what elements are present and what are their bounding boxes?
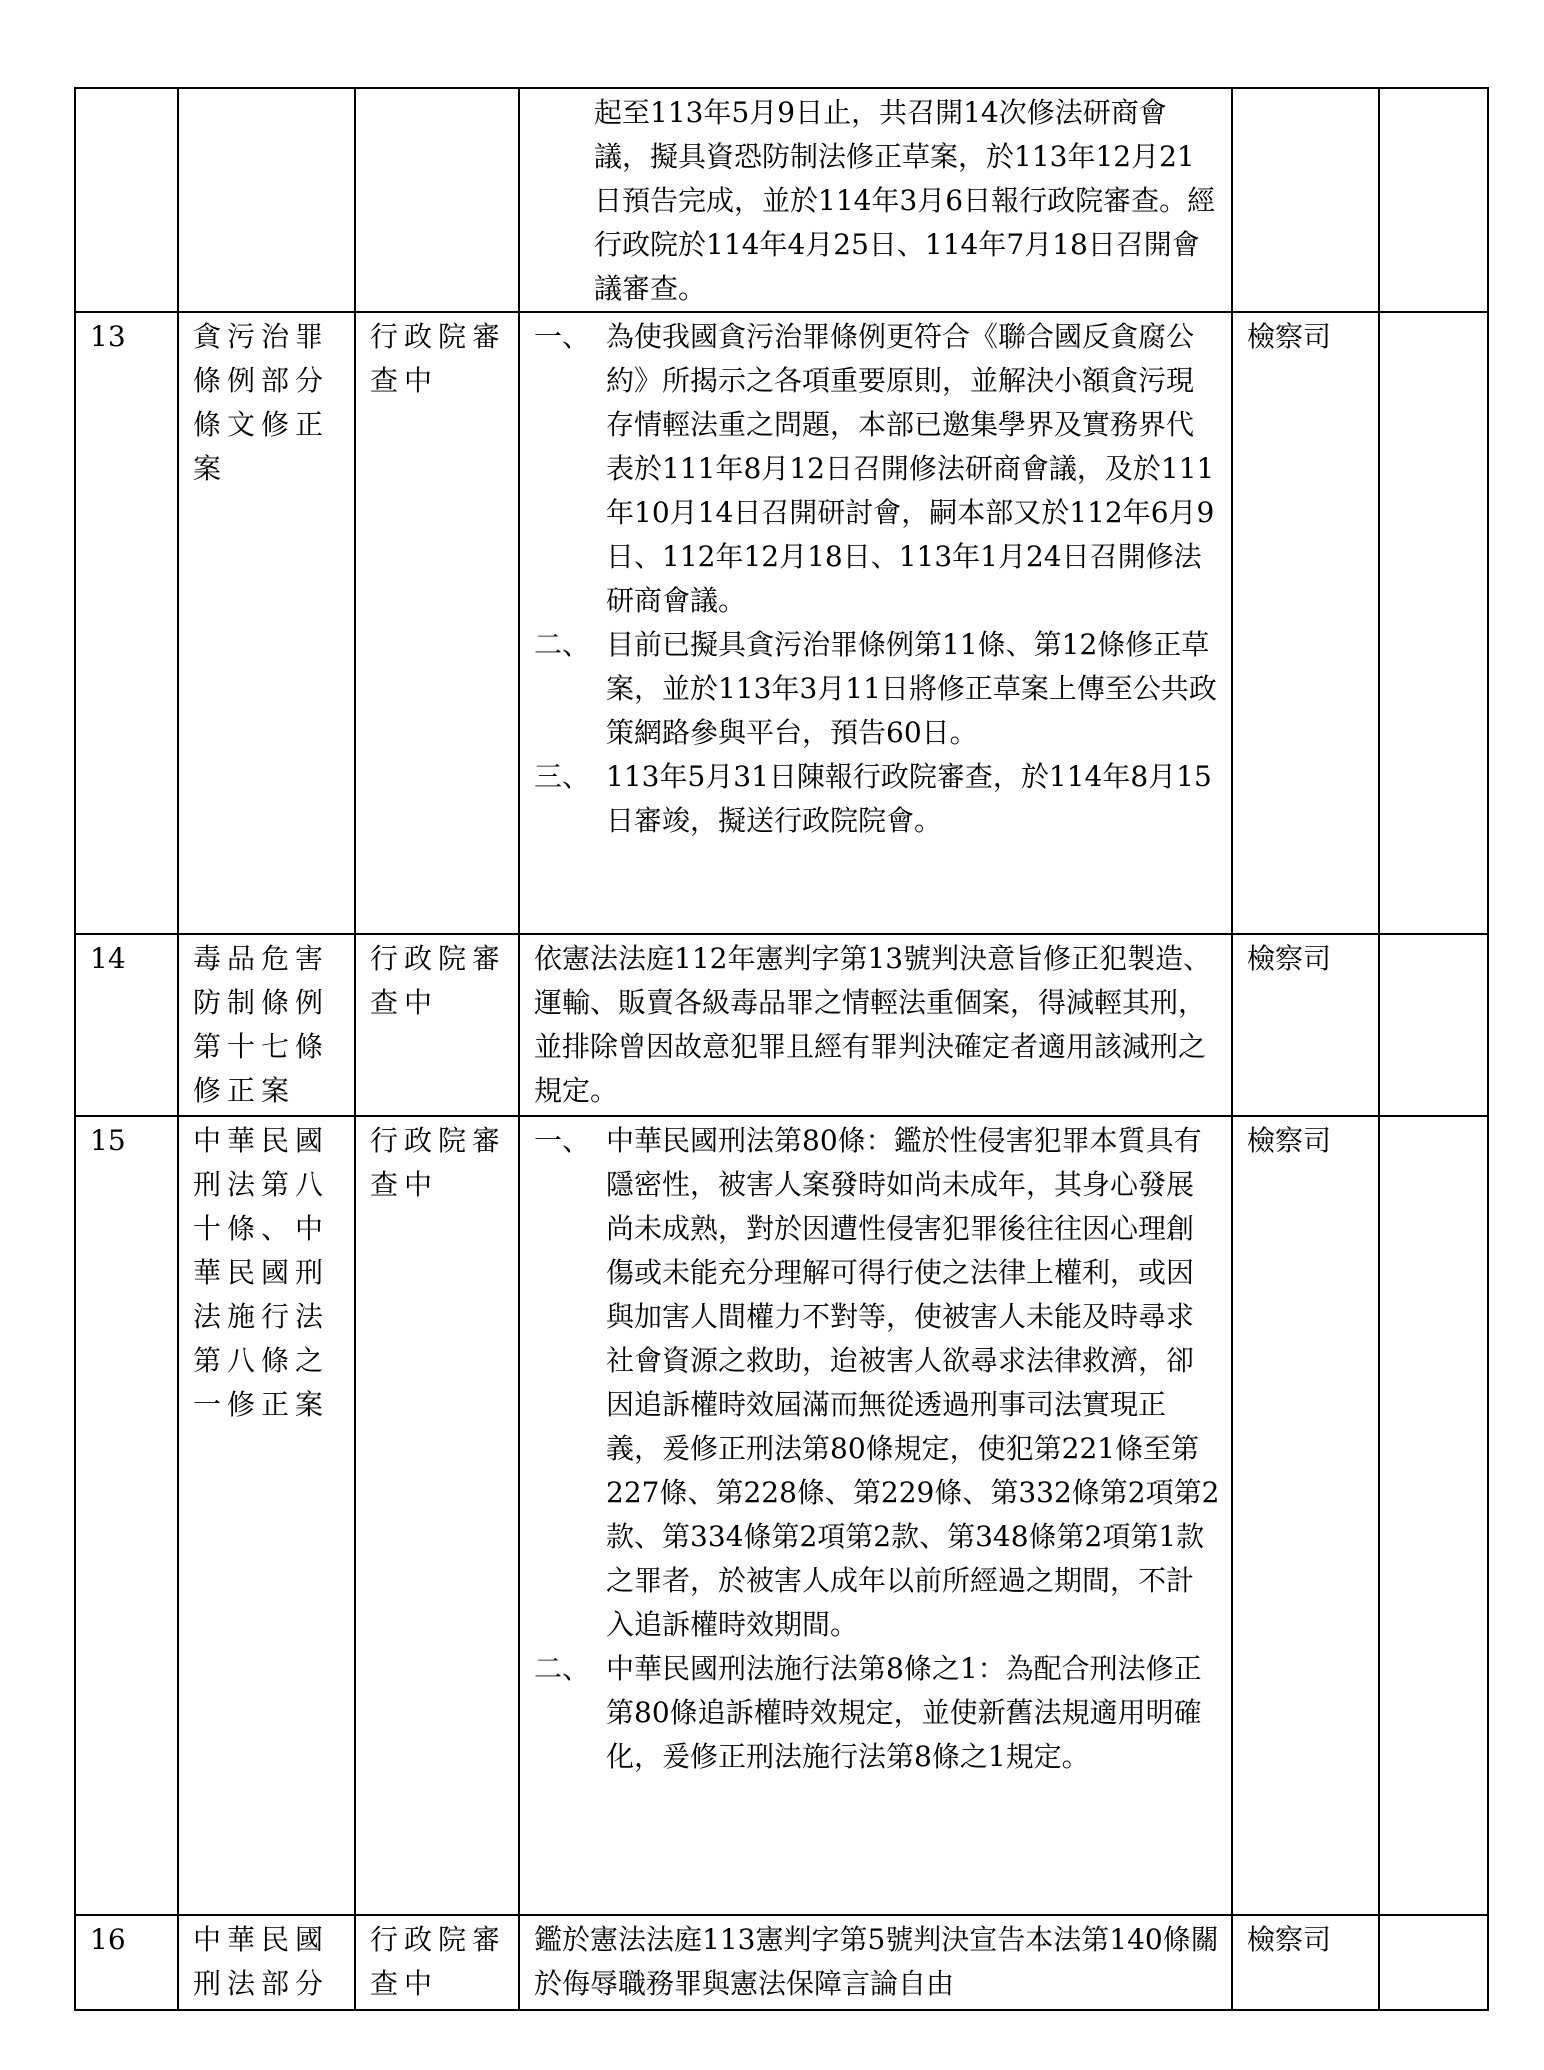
item-text: 中華民國刑法施行法第8條之1：為配合刑法修正第80條追訴權時效規定，並使新舊法規適用明確化，爰修正刑法施行法第8條之1規定。: [606, 1652, 1202, 1773]
bill-name: 毒品危害防制條例第十七條修正案: [178, 934, 355, 1116]
description-text: 鑑於憲法法庭113憲判字第5號判決宣告本法第140條關於侮辱職務罪與憲法保障言論自由: [534, 1923, 1219, 2000]
item-marker: 一、: [534, 320, 591, 353]
bill-description: [519, 312, 1232, 934]
item-text: 113年5月31日陳報行政院審查，於114年8月15日審竣，擬送行政院院會。: [606, 760, 1212, 837]
bill-description: [519, 88, 1232, 312]
remarks: [1379, 88, 1488, 312]
bill-description: [519, 1915, 1232, 2010]
item-marker: 二、: [534, 628, 591, 661]
responsible-unit: 檢察司: [1232, 312, 1379, 934]
description-item: [534, 315, 1221, 623]
item-number: 15: [75, 1116, 178, 1915]
bill-status: 行政院審查中: [355, 1116, 519, 1915]
item-text: 中華民國刑法第80條：鑑於性侵害犯罪本質具有隱密性，被害人案發時如尚未成年，其身心發展尚未成熟，對於因遭性侵害犯罪後往往因心理創傷或未能充分理解可得行使之法律上權利，或因與加害人間權力不對等，使被害人未能及時尋求社會資源之救助，迨被害人欲尋求法律救濟，卻因追訴權時效屆滿而無從透過刑事司法實現正義，爰修正刑法第80條規定，使犯第221條至第227條、第228條、第229條、第332條第2項第2款、第334條第2項第2款、第348條第2項第1款之罪者，於被害人成年以前所經過之期間，不計入追訴權時效期間。: [606, 1124, 1220, 1641]
item-number: 14: [75, 934, 178, 1116]
bill-description: [519, 1116, 1232, 1915]
bill-name: 中華民國刑法第八十條、中華民國刑法施行法第八條之一修正案: [178, 1116, 355, 1915]
bill-status: 行政院審查中: [355, 934, 519, 1116]
description-item: [534, 1119, 1221, 1647]
remarks: [1379, 312, 1488, 934]
bill-description: [519, 934, 1232, 1116]
item-text: 為使我國貪污治罪條例更符合《聯合國反貪腐公約》所揭示之各項重要原則，並解決小額貪污現存情輕法重之問題，本部已邀集學界及實務界代表於111年8月12日召開修法研商會議，及於111年10月14日召開研討會，嗣本部又於112年6月9日、112年12月18日、113年1月24日召開修法研商會議。: [606, 320, 1215, 617]
responsible-unit: [1232, 88, 1379, 312]
item-number: 13: [75, 312, 178, 934]
item-marker: 二、: [534, 1652, 591, 1685]
legislation-table: [74, 87, 1489, 2011]
item-text: 目前已擬具貪污治罪條例第11條、第12條修正草案，並於113年3月11日將修正草案上傳至公共政策網路參與平台，預告60日。: [606, 628, 1217, 749]
bill-name: [178, 88, 355, 312]
item-marker: 三、: [534, 760, 591, 793]
bill-name: 貪污治罪條例部分條文修正案: [178, 312, 355, 934]
item-number: 16: [75, 1915, 178, 2010]
remarks: [1379, 934, 1488, 1116]
responsible-unit: 檢察司: [1232, 934, 1379, 1116]
table-row: [75, 1116, 1488, 1915]
table-row: [75, 934, 1488, 1116]
bill-name: 中華民國刑法部分: [178, 1915, 355, 2010]
description-item: [534, 623, 1221, 755]
responsible-unit: 檢察司: [1232, 1915, 1379, 2010]
item-marker: 一、: [534, 1124, 591, 1157]
item-number: [75, 88, 178, 312]
bill-status: 行政院審查中: [355, 1915, 519, 2010]
bill-status: [355, 88, 519, 312]
remarks: [1379, 1116, 1488, 1915]
description-item: [534, 1647, 1221, 1779]
table-row: [75, 88, 1488, 312]
description-item: [534, 755, 1221, 843]
table-row: [75, 312, 1488, 934]
table-row: [75, 1915, 1488, 2010]
responsible-unit: 檢察司: [1232, 1116, 1379, 1915]
description-text: 依憲法法庭112年憲判字第13號判決意旨修正犯製造、運輸、販賣各級毒品罪之情輕法重個案，得減輕其刑，並排除曾因故意犯罪且經有罪判決確定者適用該減刑之規定。: [534, 942, 1212, 1107]
remarks: [1379, 1915, 1488, 2010]
description-text: 起至113年5月9日止，共召開14次修法研商會議，擬具資恐防制法修正草案，於113年12月21日預告完成，並於114年3月6日報行政院審查。經行政院於114年4月25日、114年7月18日召開會議審查。: [594, 96, 1216, 305]
bill-status: 行政院審查中: [355, 312, 519, 934]
